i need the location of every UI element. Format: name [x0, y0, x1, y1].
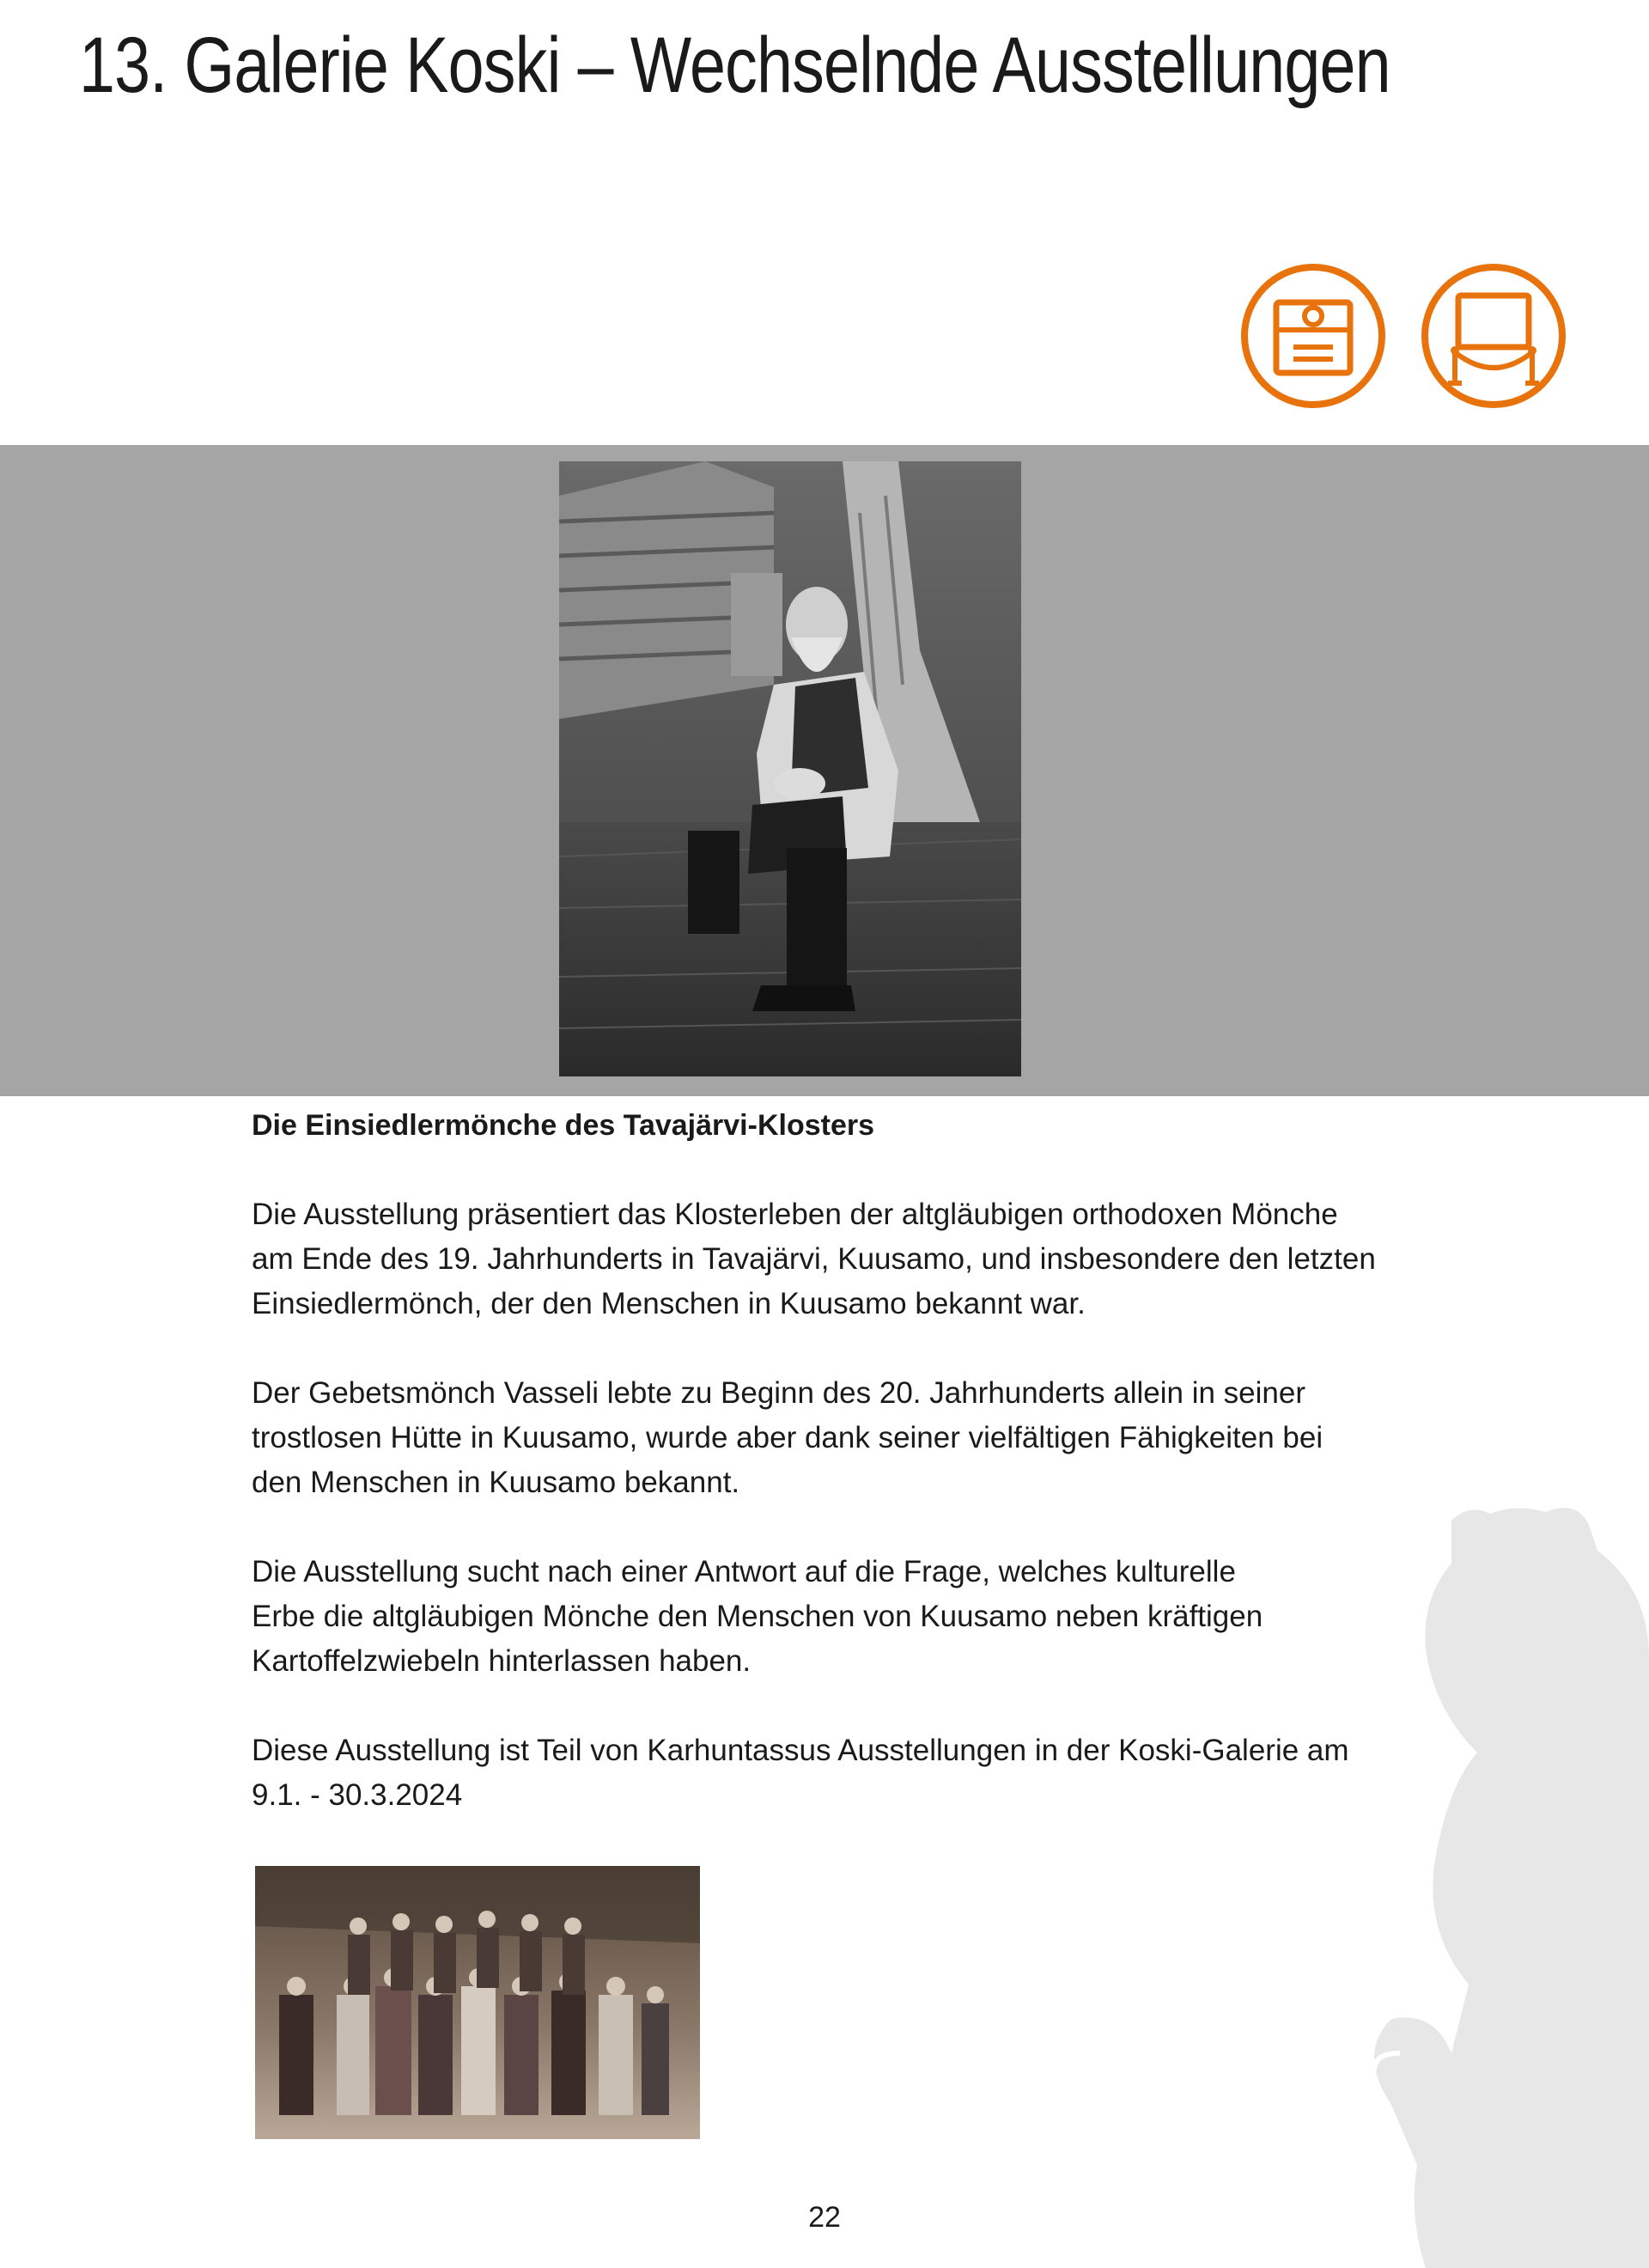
paragraph: Der Gebetsmönch Vasseli lebte zu Beginn des 20. Jahrhunderts allein in seiner trostlosen Hütte in Kuusamo, wurde aber dank seiner vielfältigen Fähigkeiten bei den Menschen in Kuusamo bekannt.: [252, 1376, 1323, 1499]
article-body: [252, 1103, 1506, 1863]
page-title: 13. Galerie Koski – Wechselnde Ausstellungen: [79, 21, 1390, 109]
monk-portrait-photo: [559, 461, 1021, 1076]
exhibition-frame-icon: [1240, 263, 1386, 409]
article-heading: Die Einsiedlermönche des Tavajärvi-Klosters: [252, 1109, 874, 1142]
paragraph: Die Ausstellung präsentiert das Klosterleben der altgläubigen orthodoxen Mönche am Ende des 19. Jahrhunderts in Tavajärvi, Kuusamo, und insbesondere den letzten Einsiedlermönch, der den Menschen in Kuusamo bekannt war.: [252, 1198, 1376, 1320]
paragraph: Diese Ausstellung ist Teil von Karhuntassus Ausstellungen in der Koski-Galerie am 9.1. - 30.3.2024: [252, 1734, 1349, 1812]
gallery-rope-barrier-icon: [1421, 263, 1567, 409]
page-number: 22: [808, 2201, 841, 2234]
paragraph: Die Ausstellung sucht nach einer Antwort auf die Frage, welches kulturelle Erbe die altgläubigen Mönche den Menschen von Kuusamo neben kräftigen Kartoffelzwiebeln hinterlassen haben.: [252, 1555, 1263, 1678]
monks-group-photo: [255, 1866, 700, 2139]
